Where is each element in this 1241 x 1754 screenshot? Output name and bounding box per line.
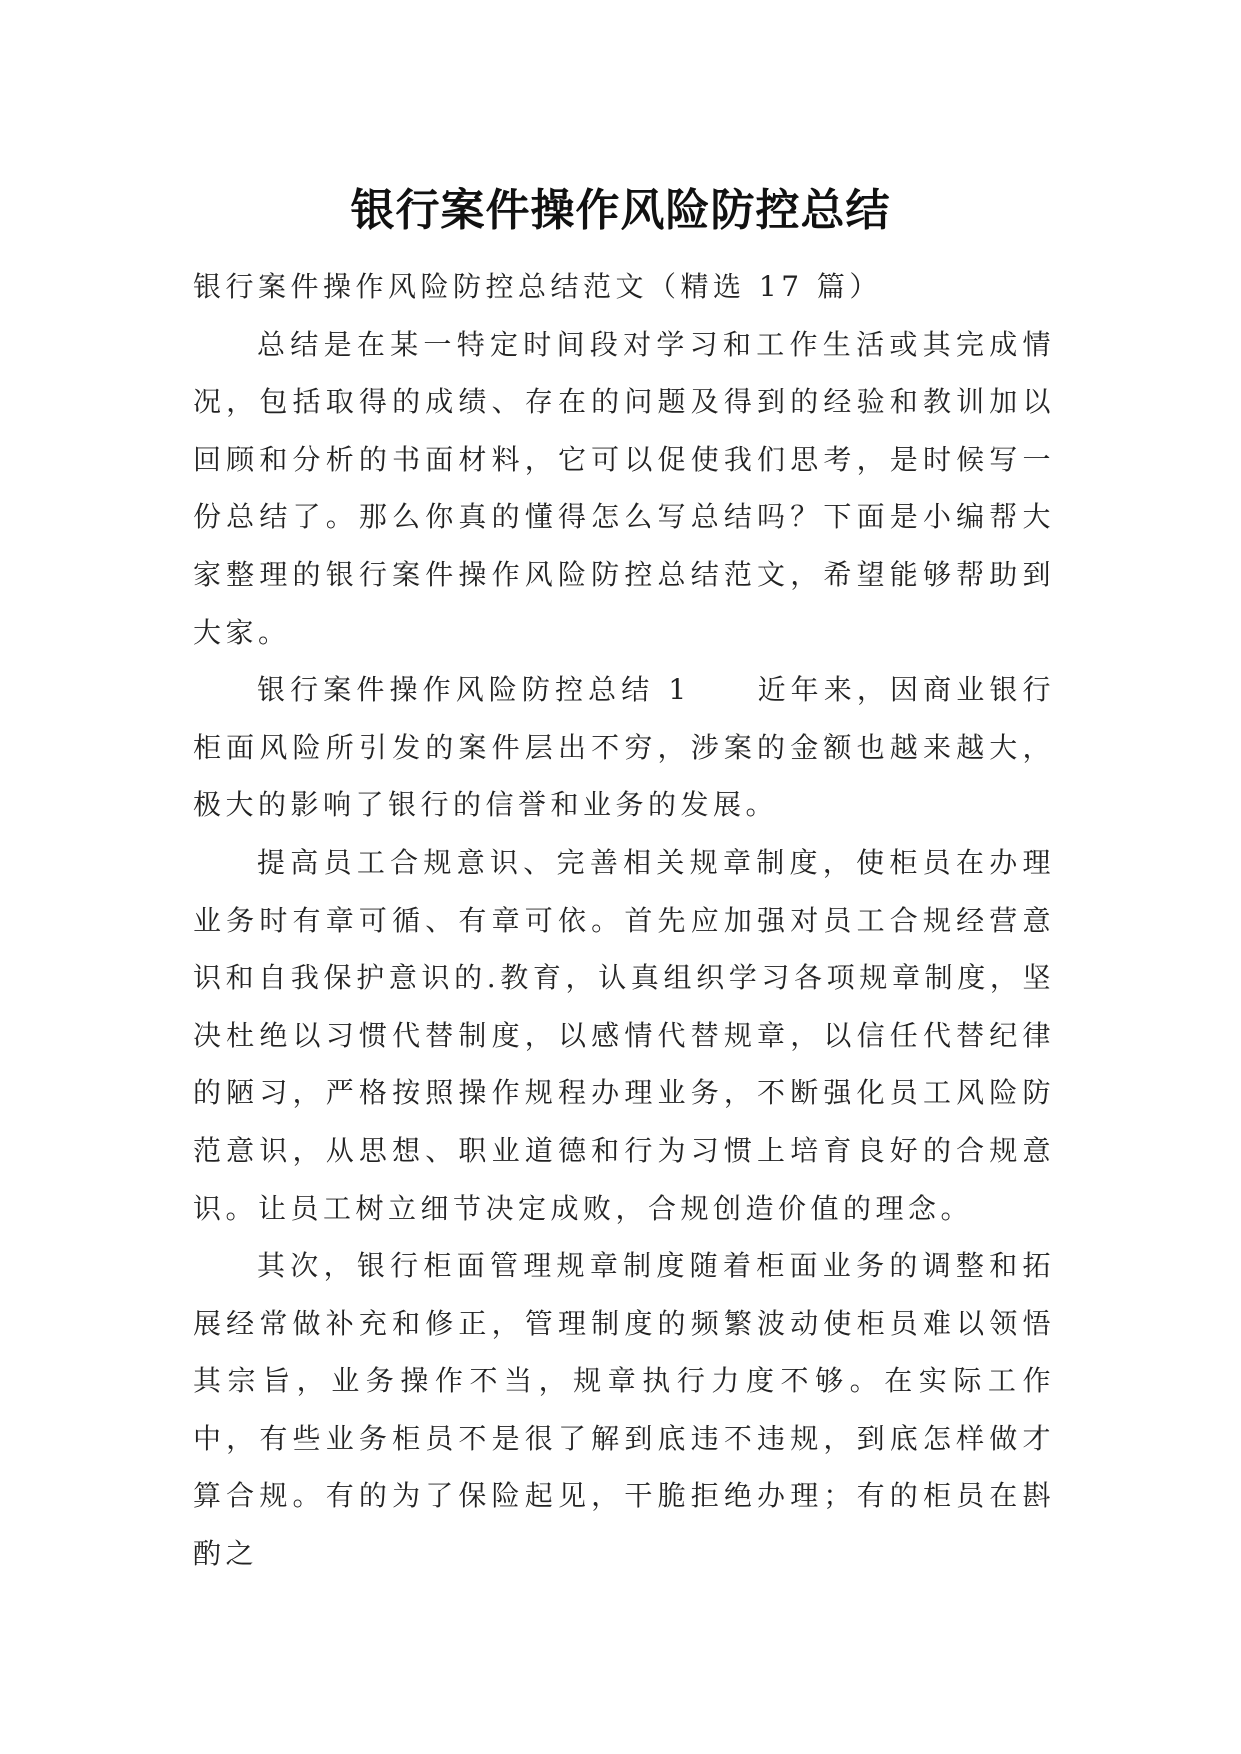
compliance-paragraph: 提高员工合规意识、完善相关规章制度，使柜员在办理业务时有章可循、有章可依。首先应加强对员工合规经营意识和自我保护意识的.教育，认真组织学习各项规章制度，坚决杜绝以习惯代替制度，以感情代替规章，以信任代替纪律的陋习，严格按照操作规程办理业务，不断强化员工风险防范意识，从思想、职业道德和行为习惯上培育良好的合规意识。让员工树立细节决定成败，合规创造价值的理念。 <box>193 845 1055 1225</box>
document-body <box>193 258 1055 1583</box>
regulation-paragraph: 其次，银行柜面管理规章制度随着柜面业务的调整和拓展经常做补充和修正，管理制度的频繁波动使柜员难以领悟其宗旨，业务操作不当，规章执行力度不够。在实际工作中，有些业务柜员不是很了解到底违不违规，到底怎样做才算合规。有的为了保险起见，干脆拒绝办理；有的柜员在斟酌之 <box>193 1249 1055 1571</box>
section-1-paragraph: 银行案件操作风险防控总结 1 近年来，因商业银行柜面风险所引发的案件层出不穷，涉案的金额也越来越大，极大的影响了银行的信誉和业务的发展。 <box>193 673 1055 822</box>
page-title: 银行案件操作风险防控总结 <box>350 185 891 237</box>
subtitle-paragraph: 银行案件操作风险防控总结范文（精选 17 篇） <box>193 270 882 303</box>
intro-paragraph: 总结是在某一特定时间段对学习和工作生活或其完成情况，包括取得的成绩、存在的问题及得到的经验和教训加以回顾和分析的书面材料，它可以促使我们思考，是时候写一份总结了。那么你真的懂得怎么写总结吗？下面是小编帮大家整理的银行案件操作风险防控总结范文，希望能够帮助到大家。 <box>193 327 1055 649</box>
